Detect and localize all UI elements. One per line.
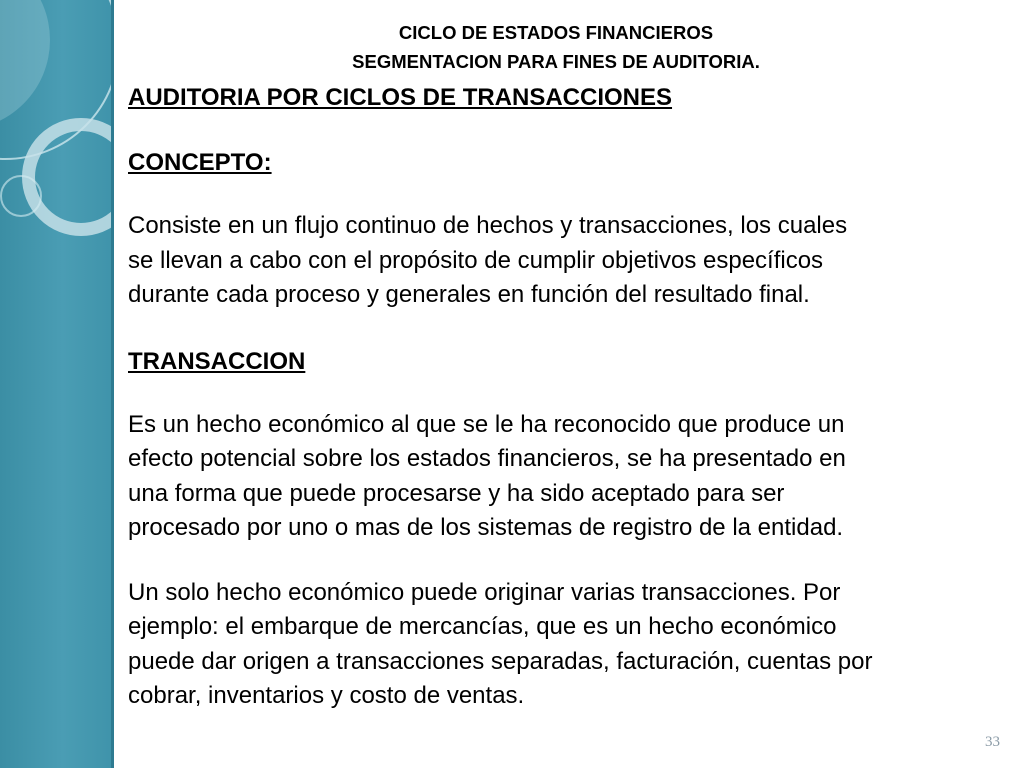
paragraph-line: Un solo hecho económico puede originar varias transacciones. Por <box>128 578 841 606</box>
transaction-paragraph <box>128 408 1008 546</box>
concept-paragraph <box>128 209 1008 313</box>
concept-heading: CONCEPTO: <box>128 149 272 176</box>
decorative-ring-small <box>0 175 42 217</box>
slide-header <box>128 18 984 76</box>
paragraph-line: cobrar, inventarios y costo de ventas. <box>128 682 525 709</box>
paragraph-line: una forma que puede procesarse y ha sido aceptado para ser <box>128 479 785 507</box>
sidebar-edge <box>111 0 114 768</box>
paragraph-line: Es un hecho económico al que se le ha reconocido que produce un <box>128 410 845 438</box>
paragraph-line: puede dar origen a transacciones separadas, facturación, cuentas por <box>128 647 873 675</box>
decorative-sidebar <box>0 0 114 768</box>
paragraph-line: Consiste en un flujo continuo de hechos y transacciones, los cuales <box>128 212 848 239</box>
paragraph-line: durante cada proceso y generales en función del resultado final. <box>128 281 810 308</box>
slide-content <box>128 18 1008 714</box>
section-title: AUDITORIA POR CICLOS DE TRANSACCIONES <box>128 84 673 111</box>
paragraph-line: procesado por uno o mas de los sistemas de registro de la entidad. <box>128 514 844 541</box>
paragraph-line: se llevan a cabo con el propósito de cumplir objetivos específicos <box>128 246 824 274</box>
header-line-1: CICLO DE ESTADOS FINANCIEROS <box>398 22 714 43</box>
example-paragraph <box>128 576 1008 714</box>
slide-number: 33 <box>985 734 1000 750</box>
paragraph-line: ejemplo: el embarque de mercancías, que es un hecho económico <box>128 613 837 640</box>
transaction-heading: TRANSACCION <box>128 347 306 375</box>
paragraph-line: efecto potencial sobre los estados financieros, se ha presentado en <box>128 445 846 472</box>
header-line-2: SEGMENTACION PARA FINES DE AUDITORIA. <box>352 51 760 72</box>
